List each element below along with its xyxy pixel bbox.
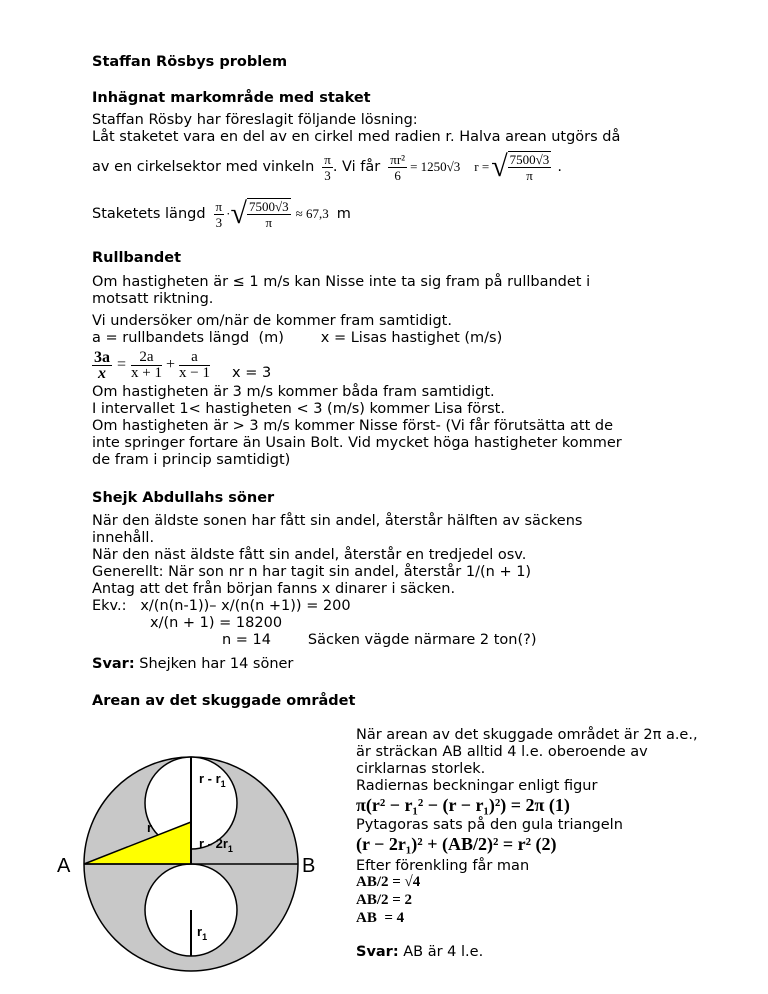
text-line: n = 14 Säcken vägde närmare 2 ton(?) (222, 632, 537, 648)
equation-1: π(r² − r₁² − (r − r₁)²) = 2π (1) (356, 795, 570, 815)
heading-rullbandet: Rullbandet (92, 250, 182, 266)
sqrt-expression (491, 151, 551, 183)
answer-text: AB är 4 l.e. (398, 944, 484, 960)
text-line: Om hastigheten är ≤ 1 m/s kan Nisse inte ta sig fram på rullbandet i (92, 274, 591, 290)
sqrt-fraction (508, 151, 552, 183)
text-line: Generellt: När son nr n har tagit sin andel, återstår 1/(n + 1) (92, 564, 532, 580)
text-fragment: . Vi får (332, 159, 381, 175)
text-fragment: av en cirkelsektor med vinkeln (92, 159, 315, 175)
equation-3: AB/2 = √4 (356, 874, 421, 890)
text-line: När den äldste sonen har fått sin andel, återstår hälften av säckens (92, 513, 583, 529)
text-line: Efter förenkling får man (356, 858, 530, 874)
fraction-pir2-6 (388, 152, 407, 183)
answer-label: Svar: (356, 944, 399, 960)
fraction-3a-x (92, 350, 112, 381)
text-line: Om hastigheten är 3 m/s kommer båda fram samtidigt. (92, 384, 495, 400)
text-line: innehåll. (92, 530, 155, 546)
text-line: I intervallet 1< hastigheten < 3 (m/s) kommer Lisa först. (92, 401, 505, 417)
equation-rhs: = 1250√3 (410, 159, 461, 174)
approx-value: ≈ 67,3 (295, 206, 329, 221)
sqrt-expression (230, 198, 290, 230)
label-r-minus-2r1: r - $2r_1$ (199, 836, 233, 854)
sqrt-fraction (247, 198, 291, 230)
fraction-numerator: 3a (94, 348, 110, 366)
text-fragment: Staketets längd (92, 206, 206, 222)
text-line: Ekv.: x/(n(n-1))– x/(n(n +1)) = 200 (92, 598, 351, 614)
text-line: är sträckan AB alltid 4 l.e. oberoende av (356, 744, 648, 760)
fraction-numerator: 2a (131, 350, 162, 366)
text-line: När den näst äldste fått sin andel, återstår en tredjedel osv. (92, 547, 527, 563)
fraction-numerator: π (215, 198, 223, 214)
page-title: Staffan Rösbys problem (92, 54, 288, 70)
label-r1: $r_1$ (197, 924, 208, 942)
label-r-minus-r1: r - $r_1$ (199, 771, 226, 789)
text-line: inte springer fortare än Usain Bolt. Vid mycket höga hastigheter kommer (92, 435, 622, 451)
text-line: x/(n + 1) = 18200 (150, 615, 283, 631)
fraction-denominator: x + 1 (131, 364, 162, 381)
answer-line (92, 656, 293, 672)
fraction-denominator: x − 1 (179, 364, 210, 381)
equation-rullband (92, 347, 271, 383)
label-r: r (147, 820, 153, 835)
sqrt-sign: √ (230, 197, 247, 230)
text-line: Låt staketet vara en del av en cirkel med radien r. Halva arean utgörs då (92, 129, 621, 145)
period: . (557, 159, 562, 175)
fraction-2a (131, 350, 162, 381)
equation-line-length: Staketets längd $\frac{\pi}{3}$ · √ $\frac{7500√3}{\pi}$ ≈ 67,3 m (92, 197, 351, 230)
fraction-denominator: 3 (324, 167, 331, 183)
heading-shejk: Shejk Abdullahs söner (92, 490, 275, 506)
text-line: cirklarnas storlek. (356, 761, 486, 777)
answer-line (356, 944, 483, 960)
text-line: Om hastigheten är > 3 m/s kommer Nisse först- (Vi får förutsätta att de (92, 418, 614, 434)
fraction-numerator: a (179, 350, 210, 366)
fraction-numerator: 7500√3 (509, 152, 550, 167)
text-line: a = rullbandets längd (m) x = Lisas hastighet (m/s) (92, 330, 503, 346)
equals-sign: = (117, 356, 127, 373)
answer-label: Svar: (92, 656, 135, 672)
fraction-a (179, 350, 210, 381)
equation-line-sector (92, 146, 562, 188)
fraction-pi-3 (214, 199, 225, 230)
circle-figure (55, 720, 335, 980)
sqrt-sign: √ (491, 150, 508, 183)
fraction-denominator: π (265, 215, 273, 230)
equation-5: AB = 4 (356, 910, 405, 926)
fraction-denominator: 6 (394, 167, 401, 183)
equation-4: AB/2 = 2 (356, 892, 413, 908)
answer-text: Shejken har 14 söner (134, 656, 294, 672)
text-line: Vi undersöker om/när de kommer fram samtidigt. (92, 313, 452, 329)
fraction-denominator: π (526, 168, 533, 183)
heading-staket: Inhägnat markområde med staket (92, 90, 371, 106)
fraction-denominator: x (98, 364, 106, 382)
text-line: motsatt riktning. (92, 291, 214, 307)
fraction-numerator: π (324, 151, 331, 167)
text-line: När arean av det skuggade området är 2π a.e., (356, 727, 698, 743)
r-equals: r = (474, 159, 490, 174)
equation-2: (r − 2r₁)² + (AB/2)² = r² (2) (356, 834, 557, 854)
solution-x: x = 3 (232, 365, 272, 381)
text-line: Pytagoras sats på den gula triangeln (356, 817, 623, 833)
text-line: Staffan Rösby har föreslagit följande lösning: (92, 112, 418, 128)
fraction-denominator: 3 (215, 214, 223, 230)
fraction-numerator: 7500√3 (248, 199, 289, 214)
heading-arean: Arean av det skuggade området (92, 693, 356, 709)
unit: m (336, 206, 351, 222)
text-line: Radiernas beckningar enligt figur (356, 778, 598, 794)
text-line: de fram i princip samtidigt) (92, 452, 291, 468)
fraction-pi-3 (322, 152, 333, 183)
plus-sign: + (166, 356, 176, 373)
fraction-numerator: πr² (390, 151, 406, 167)
label-a: A (57, 855, 71, 877)
label-b: B (302, 855, 316, 877)
text-line: Antag att det från början fanns x dinarer i säcken. (92, 581, 456, 597)
